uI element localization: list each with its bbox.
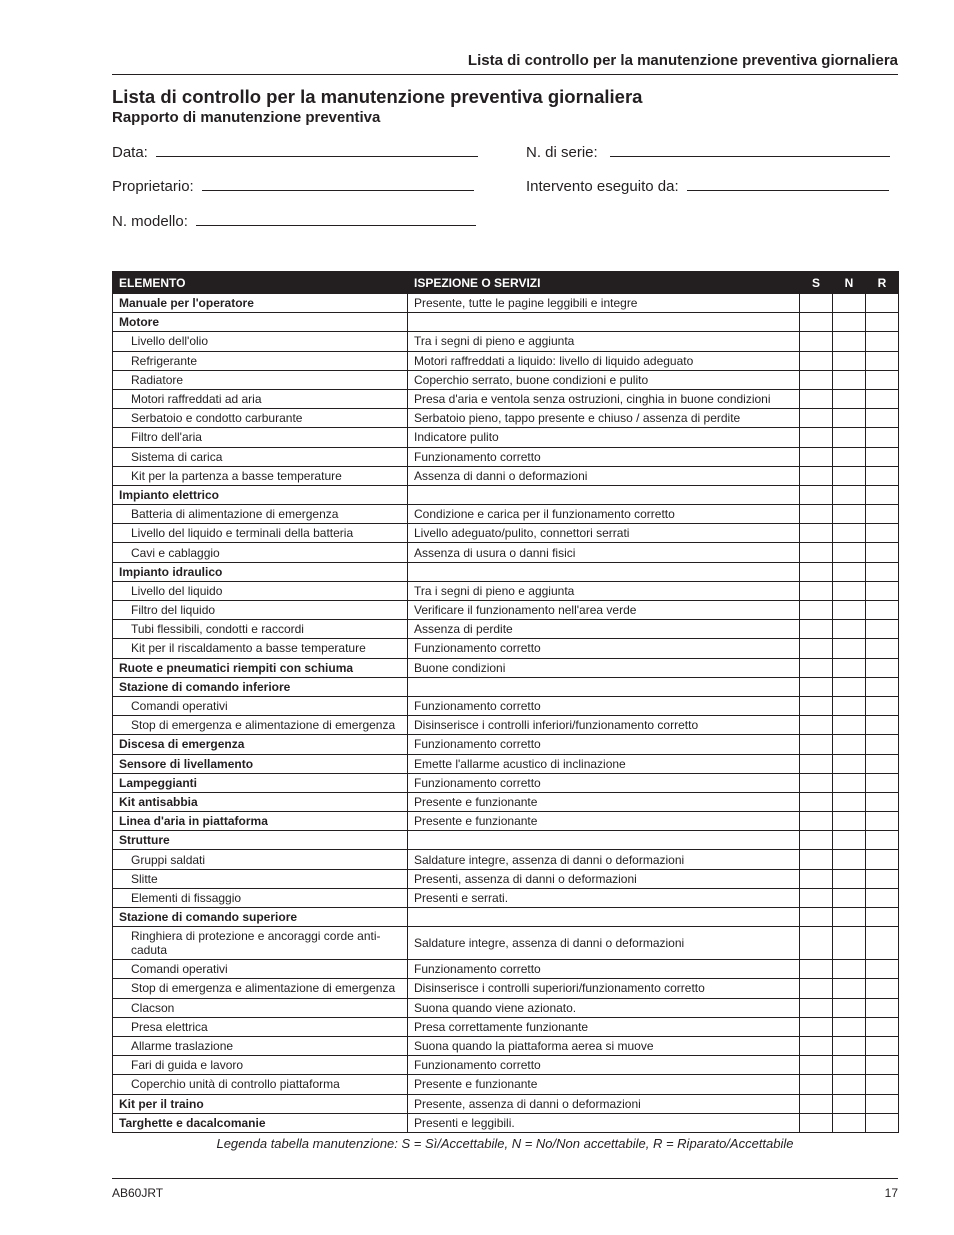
- row-item-cell: Clacson: [113, 998, 408, 1017]
- checkbox-n[interactable]: [833, 447, 866, 466]
- row-item-cell: Cavi e cablaggio: [113, 543, 408, 562]
- table-header-row: [113, 272, 899, 294]
- table-row: [113, 960, 899, 979]
- date-label: Data:: [112, 144, 148, 161]
- row-item-cell: Livello del liquido: [113, 581, 408, 600]
- checkbox-r[interactable]: [866, 869, 899, 888]
- serial-label: N. di serie:: [526, 144, 598, 161]
- checkbox-r[interactable]: [866, 1056, 899, 1075]
- checkbox-n[interactable]: [833, 524, 866, 543]
- serial-field: [526, 144, 890, 161]
- row-item-cell: Allarme traslazione: [113, 1036, 408, 1055]
- row-service-cell: Funzionamento corretto: [408, 735, 800, 754]
- row-item-cell: Stazione di comando superiore: [113, 908, 408, 927]
- row-item-cell: Presa elettrica: [113, 1017, 408, 1036]
- row-service-cell: Saldature integre, assenza di danni o deformazioni: [408, 927, 800, 960]
- page-title: Lista di controllo per la manutenzione preventiva giornaliera: [112, 86, 643, 107]
- checkbox-n[interactable]: [833, 601, 866, 620]
- checkbox-n[interactable]: [833, 735, 866, 754]
- table-row: [113, 581, 899, 600]
- row-service-cell: Assenza di perdite: [408, 620, 800, 639]
- checkbox-s[interactable]: [800, 850, 833, 869]
- checkbox-r[interactable]: [866, 447, 899, 466]
- checkbox-r[interactable]: [866, 677, 899, 696]
- checkbox-s[interactable]: [800, 505, 833, 524]
- table-row: [113, 696, 899, 715]
- checkbox-s[interactable]: [800, 409, 833, 428]
- page-subtitle: Rapporto di manutenzione preventiva: [112, 109, 381, 126]
- row-item-cell: Stazione di comando inferiore: [113, 677, 408, 696]
- row-service-cell: Coperchio serrato, buone condizioni e pulito: [408, 370, 800, 389]
- checkbox-r[interactable]: [866, 658, 899, 677]
- table-row: [113, 639, 899, 658]
- checkbox-s[interactable]: [800, 716, 833, 735]
- table-row: [113, 869, 899, 888]
- checkbox-n[interactable]: [833, 313, 866, 332]
- service-by-blank-line[interactable]: [687, 189, 889, 191]
- checkbox-n[interactable]: [833, 927, 866, 960]
- row-service-cell: Funzionamento corretto: [408, 447, 800, 466]
- checkbox-r[interactable]: [866, 1017, 899, 1036]
- checkbox-r[interactable]: [866, 428, 899, 447]
- row-item-cell: Radiatore: [113, 370, 408, 389]
- checkbox-n[interactable]: [833, 908, 866, 927]
- row-item-cell: Serbatoio e condotto carburante: [113, 409, 408, 428]
- row-service-cell: Indicatore pulito: [408, 428, 800, 447]
- checkbox-r[interactable]: [866, 1075, 899, 1094]
- checkbox-n[interactable]: [833, 658, 866, 677]
- checkbox-r[interactable]: [866, 773, 899, 792]
- row-service-cell: Suona quando viene azionato.: [408, 998, 800, 1017]
- checkbox-r[interactable]: [866, 1094, 899, 1113]
- checkbox-s[interactable]: [800, 812, 833, 831]
- row-service-cell: Tra i segni di pieno e aggiunta: [408, 581, 800, 600]
- checkbox-s[interactable]: [800, 1075, 833, 1094]
- row-service-cell: Funzionamento corretto: [408, 773, 800, 792]
- row-service-cell: [408, 677, 800, 696]
- checkbox-n[interactable]: [833, 620, 866, 639]
- checkbox-r[interactable]: [866, 466, 899, 485]
- table-row: [113, 524, 899, 543]
- checkbox-s[interactable]: [800, 658, 833, 677]
- table-row: [113, 998, 899, 1017]
- row-service-cell: Presa correttamente funzionante: [408, 1017, 800, 1036]
- row-service-cell: Presente e funzionante: [408, 792, 800, 811]
- table-row: [113, 505, 899, 524]
- checkbox-n[interactable]: [833, 1036, 866, 1055]
- row-item-cell: Filtro dell'aria: [113, 428, 408, 447]
- table-row: [113, 716, 899, 735]
- row-item-cell: Manuale per l'operatore: [113, 294, 408, 313]
- checkbox-s[interactable]: [800, 466, 833, 485]
- row-item-cell: Motore: [113, 313, 408, 332]
- header-service: ISPEZIONE O SERVIZI: [408, 272, 800, 294]
- maintenance-checklist-table: [112, 271, 899, 1133]
- checkbox-r[interactable]: [866, 505, 899, 524]
- checkbox-r[interactable]: [866, 601, 899, 620]
- checkbox-r[interactable]: [866, 389, 899, 408]
- checkbox-s[interactable]: [800, 332, 833, 351]
- row-service-cell: Presente e funzionante: [408, 1075, 800, 1094]
- owner-field: [112, 178, 474, 195]
- row-item-cell: Kit antisabbia: [113, 792, 408, 811]
- checkbox-n[interactable]: [833, 998, 866, 1017]
- table-row: [113, 812, 899, 831]
- checkbox-s[interactable]: [800, 677, 833, 696]
- checkbox-n[interactable]: [833, 716, 866, 735]
- checkbox-s[interactable]: [800, 773, 833, 792]
- checkbox-r[interactable]: [866, 1113, 899, 1132]
- checkbox-n[interactable]: [833, 754, 866, 773]
- footer-model: AB60JRT: [112, 1186, 164, 1200]
- row-item-cell: Livello dell'olio: [113, 332, 408, 351]
- row-item-cell: Kit per la partenza a basse temperature: [113, 466, 408, 485]
- row-item-cell: Kit per il riscaldamento a basse temperature: [113, 639, 408, 658]
- checkbox-r[interactable]: [866, 543, 899, 562]
- row-service-cell: Presenti e leggibili.: [408, 1113, 800, 1132]
- row-item-cell: Motori raffreddati ad aria: [113, 389, 408, 408]
- checkbox-s[interactable]: [800, 581, 833, 600]
- row-item-cell: Kit per il traino: [113, 1094, 408, 1113]
- checkbox-s[interactable]: [800, 313, 833, 332]
- table-legend: Legenda tabella manutenzione: S = Sì/Accettabile, N = No/Non accettabile, R = Riparato/Accettabile: [216, 1136, 794, 1151]
- table-row: [113, 979, 899, 998]
- checkbox-n[interactable]: [833, 869, 866, 888]
- model-field: [112, 213, 476, 230]
- table-row: [113, 562, 899, 581]
- checkbox-s[interactable]: [800, 960, 833, 979]
- row-service-cell: Disinserisce i controlli superiori/funzionamento corretto: [408, 979, 800, 998]
- checkbox-r[interactable]: [866, 562, 899, 581]
- checkbox-n[interactable]: [833, 543, 866, 562]
- checkbox-n[interactable]: [833, 351, 866, 370]
- table-row: [113, 370, 899, 389]
- table-row: [113, 658, 899, 677]
- page-number: 17: [884, 1186, 898, 1200]
- table-row: [113, 620, 899, 639]
- checkbox-n[interactable]: [833, 677, 866, 696]
- checkbox-n[interactable]: [833, 696, 866, 715]
- row-item-cell: Discesa di emergenza: [113, 735, 408, 754]
- row-item-cell: Linea d'aria in piattaforma: [113, 812, 408, 831]
- checkbox-n[interactable]: [833, 409, 866, 428]
- row-service-cell: Serbatoio pieno, tappo presente e chiuso / assenza di perdite: [408, 409, 800, 428]
- row-service-cell: Saldature integre, assenza di danni o deformazioni: [408, 850, 800, 869]
- running-header-title: Lista di controllo per la manutenzione preventiva giornaliera: [467, 52, 898, 69]
- checkbox-s[interactable]: [800, 869, 833, 888]
- row-item-cell: Comandi operativi: [113, 696, 408, 715]
- row-item-cell: Coperchio unità di controllo piattaforma: [113, 1075, 408, 1094]
- row-service-cell: Presente, tutte le pagine leggibili e integre: [408, 294, 800, 313]
- table-row: [113, 1056, 899, 1075]
- checkbox-n[interactable]: [833, 831, 866, 850]
- checkbox-n[interactable]: [833, 639, 866, 658]
- checkbox-r[interactable]: [866, 908, 899, 927]
- table-row: [113, 792, 899, 811]
- checkbox-n[interactable]: [833, 389, 866, 408]
- checkbox-n[interactable]: [833, 1113, 866, 1132]
- checkbox-s[interactable]: [800, 792, 833, 811]
- checkbox-s[interactable]: [800, 485, 833, 504]
- row-item-cell: Sensore di livellamento: [113, 754, 408, 773]
- checkbox-s[interactable]: [800, 370, 833, 389]
- row-service-cell: Assenza di danni o deformazioni: [408, 466, 800, 485]
- table-row: [113, 313, 899, 332]
- checkbox-s[interactable]: [800, 351, 833, 370]
- checkbox-s[interactable]: [800, 979, 833, 998]
- serial-blank-line[interactable]: [610, 155, 890, 157]
- checkbox-s[interactable]: [800, 543, 833, 562]
- checkbox-r[interactable]: [866, 581, 899, 600]
- service-by-label: Intervento eseguito da:: [526, 178, 679, 195]
- checkbox-r[interactable]: [866, 370, 899, 389]
- checkbox-r[interactable]: [866, 294, 899, 313]
- checkbox-r[interactable]: [866, 409, 899, 428]
- table-row: [113, 677, 899, 696]
- checkbox-s[interactable]: [800, 831, 833, 850]
- row-item-cell: Impianto elettrico: [113, 485, 408, 504]
- checkbox-n[interactable]: [833, 1094, 866, 1113]
- checkbox-r[interactable]: [866, 927, 899, 960]
- table-row: [113, 409, 899, 428]
- row-service-cell: Presente e funzionante: [408, 812, 800, 831]
- checkbox-r[interactable]: [866, 735, 899, 754]
- row-item-cell: Sistema di carica: [113, 447, 408, 466]
- row-item-cell: Elementi di fissaggio: [113, 888, 408, 907]
- checkbox-r[interactable]: [866, 1036, 899, 1055]
- header-r: R: [866, 272, 899, 294]
- date-field: [112, 144, 478, 161]
- checkbox-n[interactable]: [833, 1056, 866, 1075]
- row-item-cell: Stop di emergenza e alimentazione di emergenza: [113, 979, 408, 998]
- checkbox-n[interactable]: [833, 294, 866, 313]
- header-s: S: [800, 272, 833, 294]
- table-row: [113, 908, 899, 927]
- row-service-cell: Verificare il funzionamento nell'area verde: [408, 601, 800, 620]
- checkbox-r[interactable]: [866, 979, 899, 998]
- model-blank-line[interactable]: [196, 224, 476, 226]
- checkbox-n[interactable]: [833, 581, 866, 600]
- table-row: [113, 1017, 899, 1036]
- model-label: N. modello:: [112, 213, 188, 230]
- checkbox-n[interactable]: [833, 1017, 866, 1036]
- checkbox-s[interactable]: [800, 754, 833, 773]
- row-service-cell: Emette l'allarme acustico di inclinazione: [408, 754, 800, 773]
- row-service-cell: [408, 562, 800, 581]
- header-divider: [112, 74, 898, 75]
- checkbox-s[interactable]: [800, 447, 833, 466]
- checkbox-r[interactable]: [866, 792, 899, 811]
- checkbox-n[interactable]: [833, 888, 866, 907]
- checkbox-n[interactable]: [833, 792, 866, 811]
- checkbox-s[interactable]: [800, 998, 833, 1017]
- table-row: [113, 447, 899, 466]
- checkbox-s[interactable]: [800, 620, 833, 639]
- row-item-cell: Slitte: [113, 869, 408, 888]
- row-service-cell: [408, 313, 800, 332]
- checkbox-r[interactable]: [866, 998, 899, 1017]
- row-service-cell: Funzionamento corretto: [408, 960, 800, 979]
- checkbox-s[interactable]: [800, 389, 833, 408]
- row-service-cell: Condizione e carica per il funzionamento corretto: [408, 505, 800, 524]
- row-item-cell: Livello del liquido e terminali della batteria: [113, 524, 408, 543]
- row-service-cell: Disinserisce i controlli inferiori/funzionamento corretto: [408, 716, 800, 735]
- checkbox-s[interactable]: [800, 639, 833, 658]
- table-row: [113, 601, 899, 620]
- table-row: [113, 927, 899, 960]
- row-item-cell: Lampeggianti: [113, 773, 408, 792]
- row-item-cell: Ringhiera di protezione e ancoraggi corde anti-caduta: [113, 927, 408, 960]
- checkbox-r[interactable]: [866, 351, 899, 370]
- checkbox-s[interactable]: [800, 696, 833, 715]
- row-item-cell: Tubi flessibili, condotti e raccordi: [113, 620, 408, 639]
- row-item-cell: Strutture: [113, 831, 408, 850]
- row-item-cell: Fari di guida e lavoro: [113, 1056, 408, 1075]
- row-service-cell: Presenti e serrati.: [408, 888, 800, 907]
- checkbox-n[interactable]: [833, 979, 866, 998]
- date-blank-line[interactable]: [156, 155, 478, 157]
- service-by-field: [526, 178, 889, 195]
- row-service-cell: Buone condizioni: [408, 658, 800, 677]
- checkbox-n[interactable]: [833, 466, 866, 485]
- row-service-cell: Funzionamento corretto: [408, 696, 800, 715]
- table-row: [113, 389, 899, 408]
- checkbox-n[interactable]: [833, 812, 866, 831]
- checkbox-n[interactable]: [833, 562, 866, 581]
- row-service-cell: Assenza di usura o danni fisici: [408, 543, 800, 562]
- owner-label: Proprietario:: [112, 178, 194, 195]
- checkbox-s[interactable]: [800, 908, 833, 927]
- checkbox-r[interactable]: [866, 831, 899, 850]
- checkbox-r[interactable]: [866, 485, 899, 504]
- checkbox-r[interactable]: [866, 332, 899, 351]
- checkbox-s[interactable]: [800, 888, 833, 907]
- checkbox-r[interactable]: [866, 754, 899, 773]
- checkbox-s[interactable]: [800, 524, 833, 543]
- checkbox-s[interactable]: [800, 428, 833, 447]
- table-row: [113, 428, 899, 447]
- checkbox-s[interactable]: [800, 1056, 833, 1075]
- checkbox-r[interactable]: [866, 888, 899, 907]
- row-service-cell: Presa d'aria e ventola senza ostruzioni, cinghia in buone condizioni: [408, 389, 800, 408]
- checkbox-n[interactable]: [833, 428, 866, 447]
- row-item-cell: Stop di emergenza e alimentazione di emergenza: [113, 716, 408, 735]
- header-n: N: [833, 272, 866, 294]
- checkbox-n[interactable]: [833, 773, 866, 792]
- table-row: [113, 831, 899, 850]
- checkbox-s[interactable]: [800, 927, 833, 960]
- table-row: [113, 466, 899, 485]
- table-row: [113, 351, 899, 370]
- checkbox-r[interactable]: [866, 313, 899, 332]
- row-service-cell: Presenti, assenza di danni o deformazioni: [408, 869, 800, 888]
- row-item-cell: Refrigerante: [113, 351, 408, 370]
- checkbox-r[interactable]: [866, 850, 899, 869]
- checkbox-n[interactable]: [833, 1075, 866, 1094]
- checkbox-n[interactable]: [833, 370, 866, 389]
- checkbox-s[interactable]: [800, 1094, 833, 1113]
- row-service-cell: Funzionamento corretto: [408, 639, 800, 658]
- checkbox-n[interactable]: [833, 485, 866, 504]
- checkbox-n[interactable]: [833, 505, 866, 524]
- checkbox-s[interactable]: [800, 601, 833, 620]
- table-row: [113, 754, 899, 773]
- header-item: ELEMENTO: [113, 272, 408, 294]
- checkbox-r[interactable]: [866, 696, 899, 715]
- checkbox-s[interactable]: [800, 735, 833, 754]
- owner-blank-line[interactable]: [202, 189, 474, 191]
- table-row: [113, 1094, 899, 1113]
- checkbox-r[interactable]: [866, 716, 899, 735]
- table-row: [113, 543, 899, 562]
- row-service-cell: Tra i segni di pieno e aggiunta: [408, 332, 800, 351]
- row-item-cell: Comandi operativi: [113, 960, 408, 979]
- row-service-cell: Livello adeguato/pulito, connettori serrati: [408, 524, 800, 543]
- footer-divider: [112, 1178, 898, 1179]
- row-item-cell: Targhette e dacalcomanie: [113, 1113, 408, 1132]
- row-item-cell: Filtro del liquido: [113, 601, 408, 620]
- row-item-cell: Impianto idraulico: [113, 562, 408, 581]
- table-row: [113, 735, 899, 754]
- row-service-cell: Funzionamento corretto: [408, 1056, 800, 1075]
- row-service-cell: [408, 485, 800, 504]
- row-item-cell: Gruppi saldati: [113, 850, 408, 869]
- row-service-cell: [408, 831, 800, 850]
- row-service-cell: Suona quando la piattaforma aerea si muove: [408, 1036, 800, 1055]
- table-row: [113, 1113, 899, 1132]
- checkbox-n[interactable]: [833, 850, 866, 869]
- checkbox-s[interactable]: [800, 294, 833, 313]
- table-row: [113, 1036, 899, 1055]
- row-service-cell: [408, 908, 800, 927]
- checkbox-s[interactable]: [800, 562, 833, 581]
- checkbox-r[interactable]: [866, 524, 899, 543]
- table-row: [113, 888, 899, 907]
- table-row: [113, 850, 899, 869]
- checkbox-r[interactable]: [866, 960, 899, 979]
- row-service-cell: Motori raffreddati a liquido: livello di liquido adeguato: [408, 351, 800, 370]
- checkbox-n[interactable]: [833, 960, 866, 979]
- checkbox-s[interactable]: [800, 1017, 833, 1036]
- table-row: [113, 1075, 899, 1094]
- checkbox-r[interactable]: [866, 620, 899, 639]
- checkbox-n[interactable]: [833, 332, 866, 351]
- checkbox-s[interactable]: [800, 1036, 833, 1055]
- table-row: [113, 773, 899, 792]
- row-item-cell: Batteria di alimentazione di emergenza: [113, 505, 408, 524]
- table-row: [113, 485, 899, 504]
- checkbox-r[interactable]: [866, 812, 899, 831]
- table-row: [113, 332, 899, 351]
- row-service-cell: Presente, assenza di danni o deformazioni: [408, 1094, 800, 1113]
- row-item-cell: Ruote e pneumatici riempiti con schiuma: [113, 658, 408, 677]
- checkbox-r[interactable]: [866, 639, 899, 658]
- table-row: [113, 294, 899, 313]
- checkbox-s[interactable]: [800, 1113, 833, 1132]
